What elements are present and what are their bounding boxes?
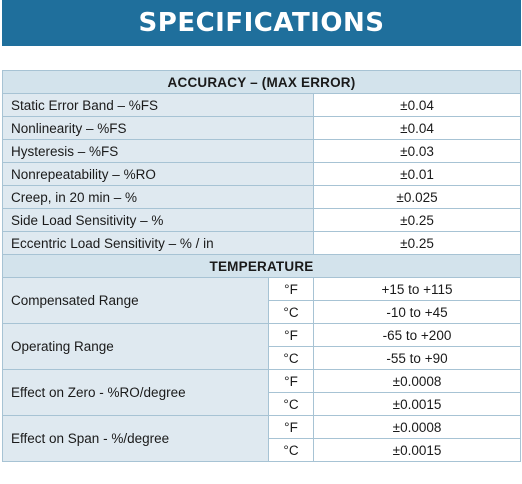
row-value: +15 to +115 [314, 278, 521, 301]
row-value: ±0.0008 [314, 416, 521, 439]
unit-celsius: °C [269, 393, 314, 416]
temperature-header: TEMPERATURE [3, 255, 521, 278]
unit-fahrenheit: °F [269, 416, 314, 439]
table-row [3, 186, 521, 209]
row-value: ±0.03 [314, 140, 521, 163]
row-value: ±0.04 [314, 117, 521, 140]
row-label: Creep, in 20 min – % [3, 186, 314, 209]
row-value: ±0.0015 [314, 393, 521, 416]
group-label: Effect on Span - %/degree [3, 416, 269, 462]
group-label: Compensated Range [3, 278, 269, 324]
row-value: ±0.0008 [314, 370, 521, 393]
specifications-table [2, 70, 521, 462]
unit-fahrenheit: °F [269, 370, 314, 393]
row-value: ±0.025 [314, 186, 521, 209]
row-label: Side Load Sensitivity – % [3, 209, 314, 232]
row-value: ±0.04 [314, 94, 521, 117]
table-row [3, 370, 521, 393]
table-row [3, 324, 521, 347]
group-label: Effect on Zero - %RO/degree [3, 370, 269, 416]
group-label: Operating Range [3, 324, 269, 370]
row-value: -55 to +90 [314, 347, 521, 370]
table-row [3, 209, 521, 232]
row-value: ±0.01 [314, 163, 521, 186]
row-label: Nonrepeatability – %RO [3, 163, 314, 186]
table-row [3, 94, 521, 117]
page-title: SPECIFICATIONS [2, 0, 521, 46]
row-label: Hysteresis – %FS [3, 140, 314, 163]
temperature-header-row [3, 255, 521, 278]
table-row [3, 140, 521, 163]
row-value: ±0.0015 [314, 439, 521, 462]
table-row [3, 117, 521, 140]
row-label: Nonlinearity – %FS [3, 117, 314, 140]
row-value: -10 to +45 [314, 301, 521, 324]
accuracy-header-row [3, 71, 521, 94]
table-row [3, 232, 521, 255]
table-row [3, 278, 521, 301]
row-label: Static Error Band – %FS [3, 94, 314, 117]
row-value: -65 to +200 [314, 324, 521, 347]
table-row [3, 416, 521, 439]
row-value: ±0.25 [314, 209, 521, 232]
row-value: ±0.25 [314, 232, 521, 255]
unit-celsius: °C [269, 439, 314, 462]
table-row [3, 163, 521, 186]
unit-fahrenheit: °F [269, 324, 314, 347]
row-label: Eccentric Load Sensitivity – % / in [3, 232, 314, 255]
unit-celsius: °C [269, 347, 314, 370]
unit-celsius: °C [269, 301, 314, 324]
accuracy-header: ACCURACY – (MAX ERROR) [3, 71, 521, 94]
unit-fahrenheit: °F [269, 278, 314, 301]
